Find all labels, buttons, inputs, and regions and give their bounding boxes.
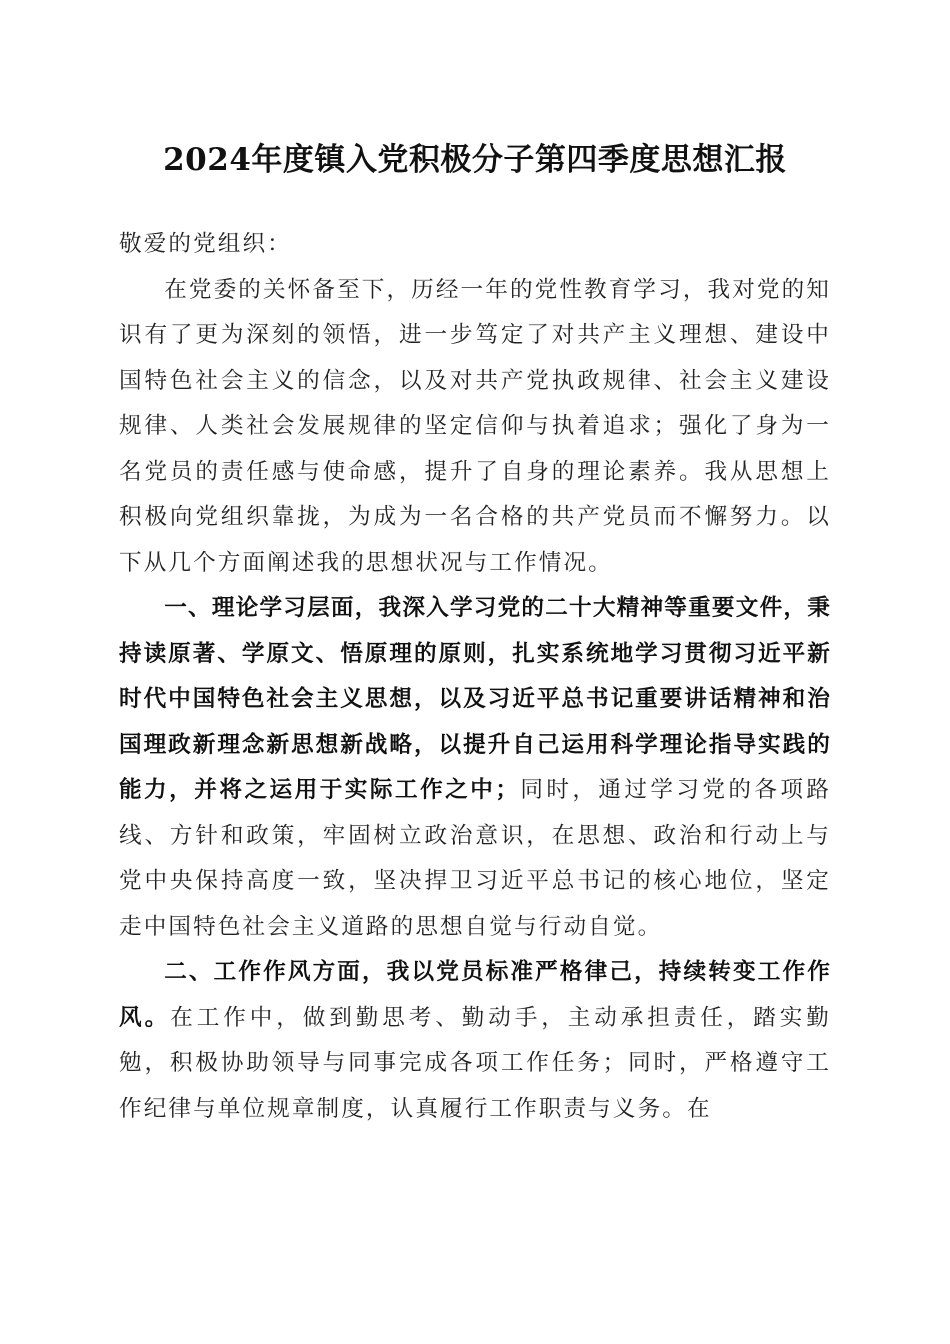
document-body — [119, 222, 831, 1132]
salutation: 敬爱的党组织： — [119, 231, 292, 257]
paragraph-intro — [119, 268, 831, 587]
paragraph-theory-study-heading: 一、理论学习层面，我深入学习党的二十大精神等重要文件，秉持读原著、学原文、悟原理的原则，扎实系统地学习贯彻习近平新时代中国特色社会主义思想，以及习近平总书记重要讲话精神和治国理政新理念新思想新战略，以提升自己运用科学理论指导实践的能力，并将之运用于实际工作之中； — [119, 595, 831, 803]
paragraph-work-style-text: 在工作中，做到勤思考、勤动手，主动承担责任，踏实勤勉，积极协助领导与同事完成各项工作任务；同时，严格遵守工作纪律与单位规章制度，认真履行工作职责与义务。在 — [119, 1004, 832, 1122]
paragraph-theory-study — [119, 586, 831, 950]
document-title: 2024年度镇入党积极分子第四季度思想汇报 — [163, 142, 787, 178]
paragraph-intro-text: 在党委的关怀备至下，历经一年的党性教育学习，我对党的知识有了更为深刻的领悟，进一步笃定了对共产主义理想、建设中国特色社会主义的信念，以及对共产党执政规律、社会主义建设规律、人类社会发展规律的坚定信仰与执着追求；强化了身为一名党员的责任感与使命感，提升了自身的理论素养。我从思想上积极向党组织靠拢，为成为一名合格的共产党员而不懈努力。以下从几个方面阐述我的思想状况与工作情况。 — [119, 276, 831, 576]
paragraph-work-style — [119, 950, 831, 1132]
paragraph-work-style-heading: 二、工作作风方面，我以党员标准严格律己，持续转变工作作风。 — [119, 959, 831, 1031]
paragraph-theory-study-text: 同时，通过学习党的各项路线、方针和政策，牢固树立政治意识，在思想、政治和行动上与党中央保持高度一致，坚决捍卫习近平总书记的核心地位，坚定走中国特色社会主义道路的思想自觉与行动自觉。 — [119, 777, 832, 940]
